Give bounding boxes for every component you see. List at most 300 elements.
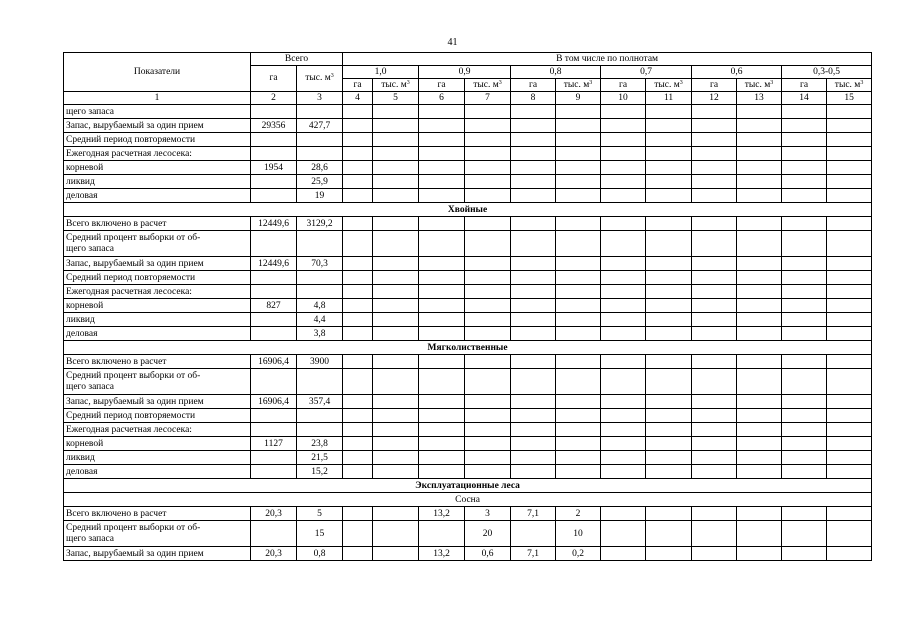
table-row — [64, 271, 872, 285]
cell — [251, 105, 297, 119]
cell — [737, 409, 782, 423]
cell — [646, 217, 692, 231]
cell — [251, 133, 297, 147]
column-number: 11 — [646, 92, 692, 105]
cell — [511, 161, 556, 175]
row-label: Всего включено в расчет — [64, 355, 251, 369]
cell — [692, 547, 737, 561]
cell — [827, 313, 872, 327]
column-number: 9 — [556, 92, 601, 105]
cell — [343, 437, 373, 451]
cell — [297, 285, 343, 299]
cell — [556, 257, 601, 271]
cell — [782, 521, 827, 547]
cell — [737, 189, 782, 203]
cell — [737, 465, 782, 479]
cell — [373, 217, 419, 231]
row-label: Запас, вырубаемый за один прием — [64, 547, 251, 561]
cell — [465, 105, 511, 119]
cell — [782, 105, 827, 119]
header-unit-volume: тыс. $м^3$ — [373, 79, 419, 92]
cell — [465, 409, 511, 423]
cell — [556, 271, 601, 285]
cell — [782, 369, 827, 395]
cell — [782, 161, 827, 175]
cell — [373, 285, 419, 299]
cell — [601, 285, 646, 299]
cell — [373, 521, 419, 547]
cell — [827, 189, 872, 203]
cell — [646, 423, 692, 437]
cell: 0,6 — [465, 547, 511, 561]
cell — [646, 119, 692, 133]
cell — [692, 161, 737, 175]
cell — [556, 313, 601, 327]
cell — [465, 327, 511, 341]
table-row — [64, 521, 872, 547]
cell — [511, 409, 556, 423]
table-row — [64, 437, 872, 451]
cell — [373, 355, 419, 369]
cell: 20 — [465, 521, 511, 547]
cell — [465, 299, 511, 313]
cell — [556, 189, 601, 203]
cell — [343, 465, 373, 479]
cell — [373, 161, 419, 175]
cell — [692, 231, 737, 257]
cell — [601, 189, 646, 203]
cell — [601, 147, 646, 161]
table-row — [64, 105, 872, 119]
cell: 70,3 — [297, 257, 343, 271]
cell — [692, 465, 737, 479]
table-row — [64, 189, 872, 203]
section-title: Эксплуатационные леса — [64, 479, 872, 493]
cell — [601, 313, 646, 327]
cell — [601, 217, 646, 231]
cell — [556, 105, 601, 119]
cell — [601, 257, 646, 271]
cell — [251, 189, 297, 203]
cell — [297, 147, 343, 161]
cell — [511, 313, 556, 327]
cell — [827, 451, 872, 465]
cell — [692, 133, 737, 147]
cell — [343, 423, 373, 437]
cell — [465, 217, 511, 231]
cell — [511, 285, 556, 299]
row-label: корневой — [64, 437, 251, 451]
forest-cut-table — [63, 52, 872, 561]
cell — [646, 465, 692, 479]
cell — [465, 271, 511, 285]
cell — [827, 423, 872, 437]
cell — [646, 271, 692, 285]
cell — [737, 147, 782, 161]
cell — [297, 271, 343, 285]
cell — [511, 175, 556, 189]
header-density: 0,8 — [511, 66, 601, 79]
cell: 0,8 — [297, 547, 343, 561]
cell — [251, 423, 297, 437]
cell — [511, 257, 556, 271]
table-row — [64, 217, 872, 231]
cell — [827, 257, 872, 271]
cell — [343, 189, 373, 203]
cell — [692, 147, 737, 161]
cell — [373, 313, 419, 327]
cell — [297, 423, 343, 437]
column-number: 15 — [827, 92, 872, 105]
header-total: Всего — [251, 53, 343, 66]
section-title-row — [64, 479, 872, 493]
cell: 13,2 — [419, 507, 465, 521]
cell — [601, 437, 646, 451]
cell — [692, 327, 737, 341]
cell — [827, 299, 872, 313]
cell — [343, 285, 373, 299]
cell — [782, 423, 827, 437]
cell — [465, 369, 511, 395]
cell — [827, 175, 872, 189]
row-label: Ежегодная расчетная лесосека: — [64, 147, 251, 161]
cell — [646, 189, 692, 203]
cell — [827, 409, 872, 423]
cell — [782, 257, 827, 271]
row-label: Средний процент выборки от об- щего запаса — [64, 231, 251, 257]
row-label: ликвид — [64, 313, 251, 327]
cell: 1127 — [251, 437, 297, 451]
header-unit-volume: тыс. $м^3$ — [465, 79, 511, 92]
cell: 12449,6 — [251, 257, 297, 271]
cell: 20,3 — [251, 547, 297, 561]
cell — [782, 451, 827, 465]
cell — [782, 465, 827, 479]
cell: 3,8 — [297, 327, 343, 341]
table-row — [64, 327, 872, 341]
cell — [343, 507, 373, 521]
cell — [511, 299, 556, 313]
column-number: 4 — [343, 92, 373, 105]
row-label: корневой — [64, 161, 251, 175]
cell — [556, 355, 601, 369]
cell — [419, 437, 465, 451]
cell — [827, 355, 872, 369]
cell — [737, 355, 782, 369]
cell — [646, 369, 692, 395]
cell — [419, 451, 465, 465]
cell — [419, 299, 465, 313]
table-row — [64, 547, 872, 561]
header-unit-ha: га — [511, 79, 556, 92]
header-indicators: Показатели — [64, 53, 251, 92]
cell — [373, 327, 419, 341]
cell — [601, 395, 646, 409]
row-label: Средний период повторяемости — [64, 409, 251, 423]
cell — [737, 369, 782, 395]
header-unit-ha: га — [419, 79, 465, 92]
cell: 3 — [465, 507, 511, 521]
cell: 7,1 — [511, 547, 556, 561]
cell — [297, 409, 343, 423]
cell — [737, 547, 782, 561]
row-label: Средний процент выборки от об- щего запаса — [64, 521, 251, 547]
cell — [692, 521, 737, 547]
cell — [343, 147, 373, 161]
cell — [692, 409, 737, 423]
cell: 357,4 — [297, 395, 343, 409]
cell — [692, 299, 737, 313]
header-density: 0,6 — [692, 66, 782, 79]
column-number: 1 — [64, 92, 251, 105]
cell — [737, 313, 782, 327]
cell — [251, 147, 297, 161]
cell — [465, 451, 511, 465]
cell — [251, 231, 297, 257]
cell — [782, 189, 827, 203]
cell — [601, 465, 646, 479]
cell — [556, 409, 601, 423]
row-label: Всего включено в расчет — [64, 217, 251, 231]
cell — [419, 217, 465, 231]
cell — [251, 285, 297, 299]
cell — [511, 395, 556, 409]
row-label: Запас, вырубаемый за один прием — [64, 257, 251, 271]
cell — [419, 355, 465, 369]
cell — [465, 161, 511, 175]
cell — [646, 313, 692, 327]
cell: 427,7 — [297, 119, 343, 133]
column-number: 3 — [297, 92, 343, 105]
cell — [601, 161, 646, 175]
cell: 3129,2 — [297, 217, 343, 231]
column-number: 14 — [782, 92, 827, 105]
cell — [737, 507, 782, 521]
cell — [343, 133, 373, 147]
cell — [827, 285, 872, 299]
section-subtitle-row — [64, 493, 872, 507]
cell — [419, 423, 465, 437]
cell — [601, 175, 646, 189]
cell: 29356 — [251, 119, 297, 133]
cell — [343, 119, 373, 133]
cell — [511, 119, 556, 133]
cell — [646, 285, 692, 299]
cell — [465, 147, 511, 161]
cell — [465, 465, 511, 479]
row-label: Ежегодная расчетная лесосека: — [64, 285, 251, 299]
cell — [646, 521, 692, 547]
cell — [297, 231, 343, 257]
column-number: 13 — [737, 92, 782, 105]
cell — [373, 105, 419, 119]
cell — [419, 285, 465, 299]
cell — [556, 231, 601, 257]
cell — [646, 133, 692, 147]
cell — [692, 395, 737, 409]
cell: 28,6 — [297, 161, 343, 175]
cell — [692, 451, 737, 465]
section-subtitle: Сосна — [64, 493, 872, 507]
cell: 0,2 — [556, 547, 601, 561]
cell — [827, 369, 872, 395]
cell — [601, 369, 646, 395]
cell — [692, 119, 737, 133]
header-unit-volume: тыс. $м^3$ — [556, 79, 601, 92]
cell — [737, 271, 782, 285]
cell — [343, 217, 373, 231]
section-title-row — [64, 341, 872, 355]
table-row — [64, 257, 872, 271]
cell — [343, 271, 373, 285]
cell — [465, 231, 511, 257]
cell — [737, 451, 782, 465]
cell — [343, 395, 373, 409]
cell: 4,4 — [297, 313, 343, 327]
cell — [373, 423, 419, 437]
table-row — [64, 507, 872, 521]
cell — [419, 161, 465, 175]
table-row — [64, 133, 872, 147]
row-label: ликвид — [64, 451, 251, 465]
table-row — [64, 119, 872, 133]
table-row — [64, 395, 872, 409]
cell — [782, 395, 827, 409]
cell: 10 — [556, 521, 601, 547]
cell — [511, 105, 556, 119]
cell — [692, 105, 737, 119]
row-label: Запас, вырубаемый за один прием — [64, 119, 251, 133]
cell — [827, 327, 872, 341]
cell — [465, 285, 511, 299]
cell — [419, 521, 465, 547]
cell — [373, 147, 419, 161]
cell — [601, 119, 646, 133]
cell — [373, 451, 419, 465]
cell — [419, 231, 465, 257]
column-number: 5 — [373, 92, 419, 105]
cell — [343, 369, 373, 395]
cell — [646, 257, 692, 271]
cell — [737, 437, 782, 451]
cell — [646, 355, 692, 369]
cell — [465, 355, 511, 369]
cell: 5 — [297, 507, 343, 521]
cell — [343, 547, 373, 561]
cell: 19 — [297, 189, 343, 203]
cell — [343, 161, 373, 175]
table-row — [64, 147, 872, 161]
cell — [646, 395, 692, 409]
cell — [465, 133, 511, 147]
cell — [556, 285, 601, 299]
header-density: 0,9 — [419, 66, 511, 79]
table-row — [64, 451, 872, 465]
header-unit-ha: га — [782, 79, 827, 92]
cell — [511, 147, 556, 161]
row-label: деловая — [64, 189, 251, 203]
table-row — [64, 369, 872, 395]
cell — [827, 217, 872, 231]
table-row — [64, 313, 872, 327]
cell: 23,8 — [297, 437, 343, 451]
cell — [782, 409, 827, 423]
cell — [692, 189, 737, 203]
table-row — [64, 299, 872, 313]
cell — [343, 105, 373, 119]
cell — [373, 409, 419, 423]
cell — [601, 133, 646, 147]
cell — [419, 189, 465, 203]
cell — [692, 437, 737, 451]
row-label: Средний период повторяемости — [64, 133, 251, 147]
cell — [511, 369, 556, 395]
cell — [601, 451, 646, 465]
cell — [782, 299, 827, 313]
cell — [601, 299, 646, 313]
cell — [737, 327, 782, 341]
cell — [737, 231, 782, 257]
cell — [601, 231, 646, 257]
cell — [692, 313, 737, 327]
cell — [511, 423, 556, 437]
cell — [782, 217, 827, 231]
page-number: 41 — [447, 37, 458, 48]
cell — [601, 327, 646, 341]
cell — [646, 451, 692, 465]
cell — [419, 271, 465, 285]
header-unit-ha: га — [692, 79, 737, 92]
cell — [556, 423, 601, 437]
cell — [556, 451, 601, 465]
cell — [646, 507, 692, 521]
cell — [692, 369, 737, 395]
cell — [297, 133, 343, 147]
cell — [782, 175, 827, 189]
cell — [556, 327, 601, 341]
cell — [737, 299, 782, 313]
cell — [782, 313, 827, 327]
cell: 16906,4 — [251, 355, 297, 369]
cell — [782, 271, 827, 285]
cell — [251, 271, 297, 285]
header-density: 1,0 — [343, 66, 419, 79]
cell — [373, 257, 419, 271]
table-row — [64, 285, 872, 299]
cell — [297, 105, 343, 119]
cell — [692, 271, 737, 285]
cell — [465, 257, 511, 271]
cell — [646, 547, 692, 561]
section-title: Хвойные — [64, 203, 872, 217]
cell — [782, 285, 827, 299]
cell — [692, 355, 737, 369]
cell: 3900 — [297, 355, 343, 369]
cell — [827, 133, 872, 147]
cell — [646, 161, 692, 175]
cell — [601, 105, 646, 119]
header-unit-volume: тыс. $м^3$ — [646, 79, 692, 92]
cell — [737, 161, 782, 175]
cell — [646, 299, 692, 313]
cell — [737, 105, 782, 119]
column-number: 8 — [511, 92, 556, 105]
row-label: корневой — [64, 299, 251, 313]
column-number: 2 — [251, 92, 297, 105]
cell — [511, 451, 556, 465]
section-title-row — [64, 203, 872, 217]
cell — [343, 231, 373, 257]
